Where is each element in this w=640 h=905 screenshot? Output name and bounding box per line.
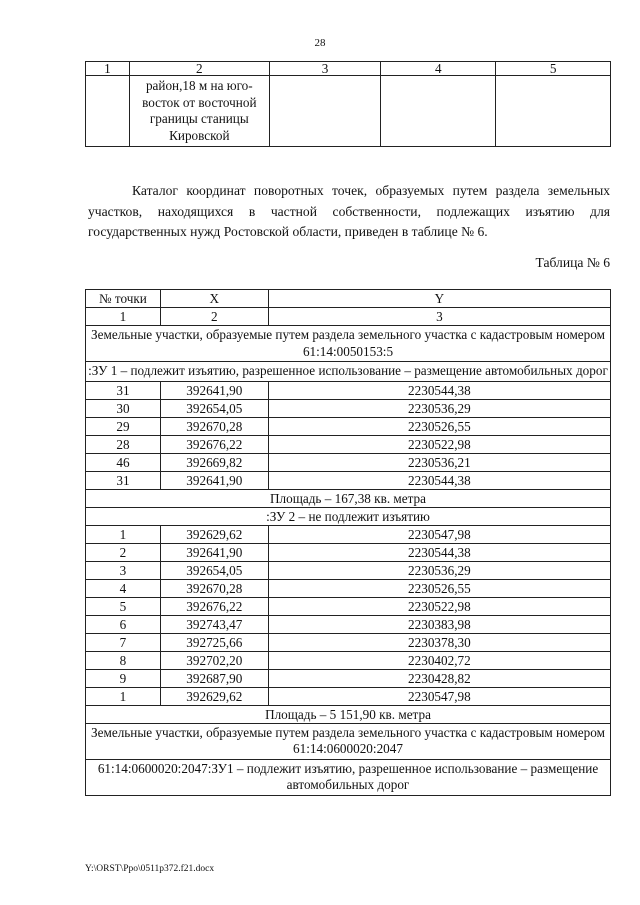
y-coordinate: 2230536,21 (268, 453, 610, 471)
point-number: 2 (86, 543, 161, 561)
coordinate-row (86, 579, 611, 597)
section-title-row (86, 723, 611, 759)
x-coordinate: 392654,05 (160, 561, 268, 579)
section-subtitle: :ЗУ 2 – не подлежит изъятию (86, 507, 611, 525)
section-subtitle-row (86, 759, 611, 795)
coordinate-row (86, 435, 611, 453)
empty-cell (496, 76, 611, 147)
y-coordinate: 2230383,98 (268, 615, 610, 633)
column-number: 5 (496, 62, 611, 76)
point-number: 6 (86, 615, 161, 633)
column-number: 2 (129, 62, 269, 76)
continued-table-header (86, 62, 611, 76)
coordinate-row (86, 597, 611, 615)
area-value: Площадь – 5 151,90 кв. метра (86, 705, 611, 723)
coordinate-row (86, 561, 611, 579)
table-column-numbers-row (86, 308, 611, 326)
section-subtitle-row (86, 362, 611, 382)
point-number: 7 (86, 633, 161, 651)
y-coordinate: 2230536,29 (268, 561, 610, 579)
y-coordinate: 2230526,55 (268, 417, 610, 435)
coordinate-row (86, 453, 611, 471)
y-coordinate: 2230544,38 (268, 471, 610, 489)
empty-cell (381, 76, 496, 147)
section-title: Земельные участки, образуемые путем раздела земельного участка с кадастровым номером 61:14:0600020:2047 (86, 723, 611, 759)
point-number: 3 (86, 561, 161, 579)
y-coordinate: 2230544,38 (268, 543, 610, 561)
coordinate-row (86, 687, 611, 705)
y-coordinate: 2230547,98 (268, 525, 610, 543)
empty-cell (269, 76, 381, 147)
section-title: Земельные участки, образуемые путем раздела земельного участка с кадастровым номером 61:14:0050153:5 (86, 326, 611, 362)
point-number: 1 (86, 525, 161, 543)
x-coordinate: 392687,90 (160, 669, 268, 687)
point-number: 46 (86, 453, 161, 471)
coordinate-row (86, 651, 611, 669)
y-coordinate: 2230522,98 (268, 435, 610, 453)
catalog-paragraph: Каталог координат поворотных точек, образуемых путем раздела земельных участков, находящихся в частной собственности, подлежащих изъятию для государственных нужд Ростовской области, приведен в таблице № 6. (88, 183, 610, 240)
empty-cell (86, 76, 130, 147)
page-number: 28 (314, 37, 326, 49)
y-coordinate: 2230536,29 (268, 399, 610, 417)
x-coordinate: 392676,22 (160, 597, 268, 615)
point-number: 31 (86, 381, 161, 399)
header-y: Y (268, 290, 610, 308)
y-coordinate: 2230526,55 (268, 579, 610, 597)
x-coordinate: 392629,62 (160, 525, 268, 543)
table-header-row (86, 290, 611, 308)
area-value: Площадь – 167,38 кв. метра (86, 489, 611, 507)
continued-table-row (86, 76, 611, 147)
point-number: 9 (86, 669, 161, 687)
location-description: район,18 м на юго-восток от восточной границы станицы Кировской (129, 76, 269, 147)
y-coordinate: 2230522,98 (268, 597, 610, 615)
point-number: 1 (86, 687, 161, 705)
coordinates-table (85, 289, 611, 796)
x-coordinate: 392641,90 (160, 471, 268, 489)
coordinate-row (86, 615, 611, 633)
x-coordinate: 392629,62 (160, 687, 268, 705)
coordinate-row (86, 417, 611, 435)
point-number: 29 (86, 417, 161, 435)
coordinate-row (86, 381, 611, 399)
header-point-number: № точки (86, 290, 161, 308)
point-number: 4 (86, 579, 161, 597)
point-number: 30 (86, 399, 161, 417)
x-coordinate: 392670,28 (160, 579, 268, 597)
coordinate-row (86, 399, 611, 417)
y-coordinate: 2230402,72 (268, 651, 610, 669)
x-coordinate: 392641,90 (160, 543, 268, 561)
column-number: 4 (381, 62, 496, 76)
point-number: 31 (86, 471, 161, 489)
section-title-row (86, 326, 611, 362)
table-caption: Таблица № 6 (535, 255, 610, 270)
point-number: 8 (86, 651, 161, 669)
column-number: 2 (160, 308, 268, 326)
continued-table (85, 61, 611, 147)
coordinate-row (86, 669, 611, 687)
column-number: 3 (268, 308, 610, 326)
column-number: 1 (86, 62, 130, 76)
x-coordinate: 392654,05 (160, 399, 268, 417)
column-number: 3 (269, 62, 381, 76)
area-row (86, 489, 611, 507)
coordinate-row (86, 471, 611, 489)
y-coordinate: 2230544,38 (268, 381, 610, 399)
section-subtitle: 61:14:0600020:2047:ЗУ1 – подлежит изъятию, разрешенное использование – размещение автомобильных дорог (86, 759, 611, 795)
column-number: 1 (86, 308, 161, 326)
x-coordinate: 392670,28 (160, 417, 268, 435)
x-coordinate: 392743,47 (160, 615, 268, 633)
section-subtitle-row (86, 507, 611, 525)
header-x: X (160, 290, 268, 308)
x-coordinate: 392641,90 (160, 381, 268, 399)
x-coordinate: 392725,66 (160, 633, 268, 651)
section-subtitle: :ЗУ 1 – подлежит изъятию, разрешенное использование – размещение автомобильных дорог (86, 362, 611, 382)
coordinate-row (86, 633, 611, 651)
x-coordinate: 392676,22 (160, 435, 268, 453)
y-coordinate: 2230428,82 (268, 669, 610, 687)
point-number: 28 (86, 435, 161, 453)
coordinate-row (86, 525, 611, 543)
area-row (86, 705, 611, 723)
y-coordinate: 2230378,30 (268, 633, 610, 651)
x-coordinate: 392669,82 (160, 453, 268, 471)
x-coordinate: 392702,20 (160, 651, 268, 669)
point-number: 5 (86, 597, 161, 615)
file-path-footer: Y:\ORST\Ppo\0511p372.f21.docx (85, 864, 215, 874)
y-coordinate: 2230547,98 (268, 687, 610, 705)
coordinate-row (86, 543, 611, 561)
